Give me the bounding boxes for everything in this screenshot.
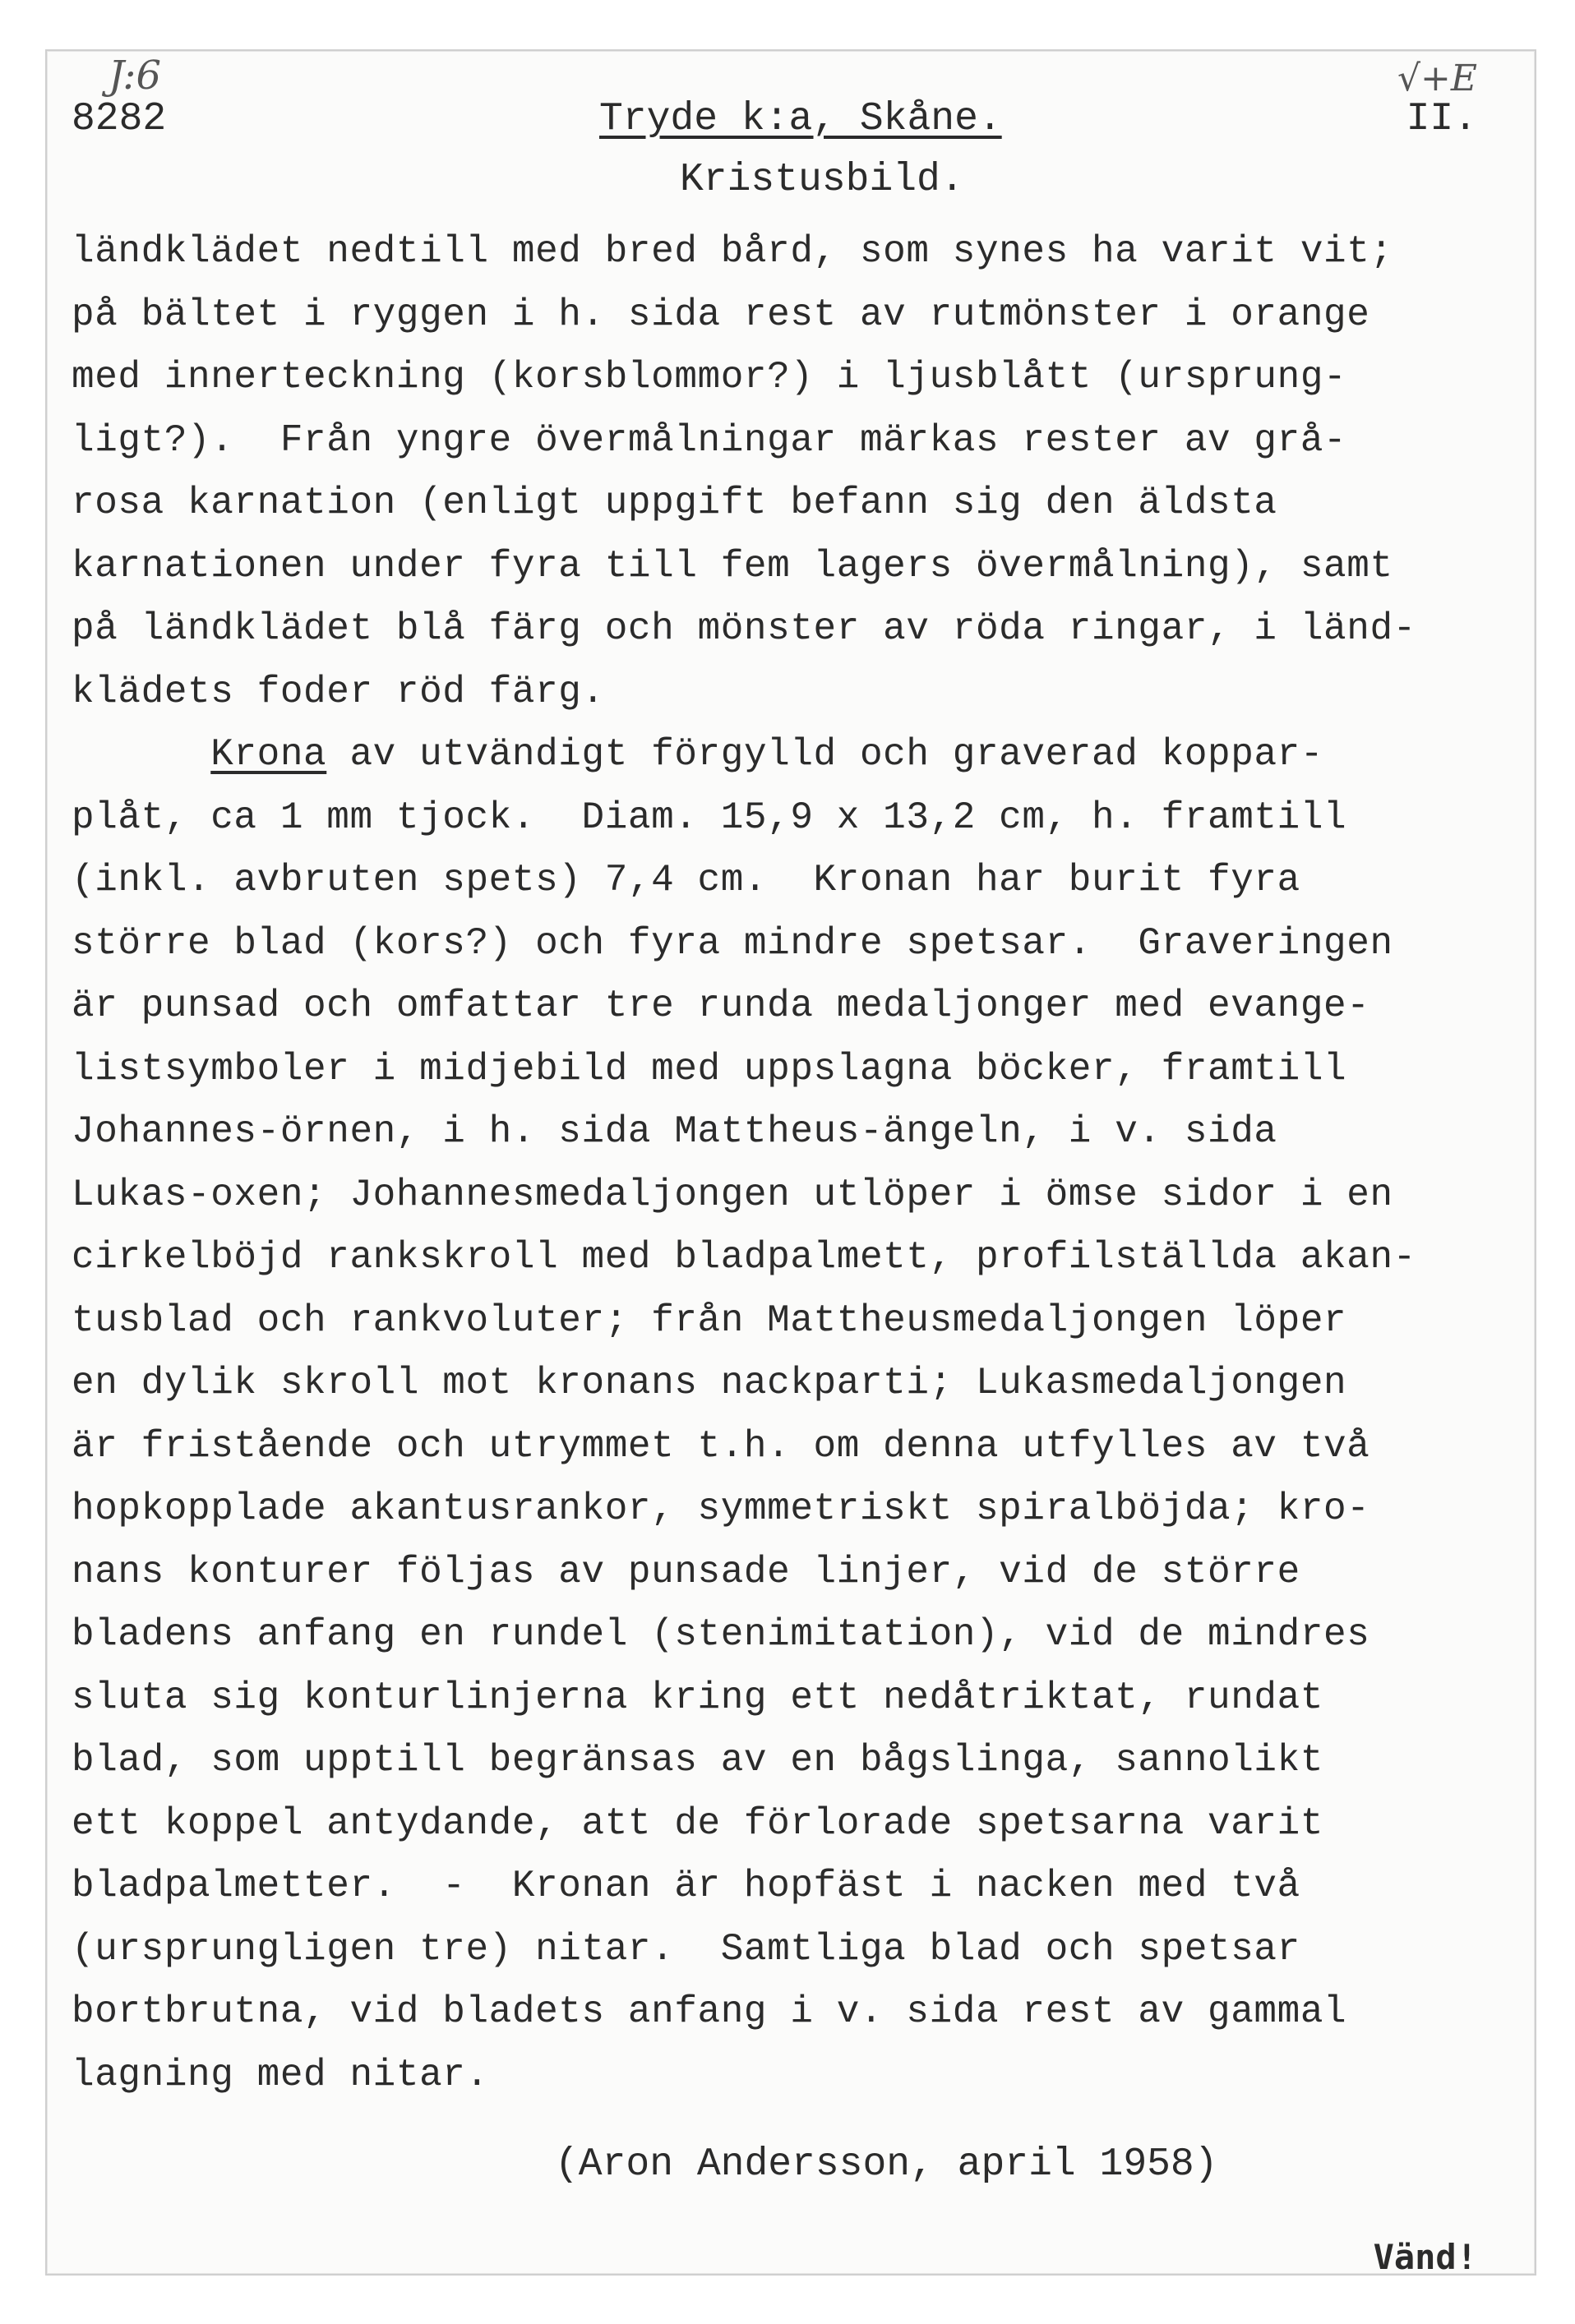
text-line: sluta sig konturlinjerna kring ett nedåtriktat, rundat (72, 1676, 1324, 1719)
text-line: karnationen under fyra till fem lagers övermålning), samt (72, 544, 1393, 588)
text-line: plåt, ca 1 mm tjock. Diam. 15,9 x 13,2 cm, h. framtill (72, 795, 1347, 839)
turn-over-note: Vänd! (1373, 2237, 1477, 2277)
text-line: är fristående och utrymmet t.h. om denna utfylles av två (72, 1424, 1370, 1468)
text-line: ett koppel antydande, att de förlorade spetsarna varit (72, 1801, 1324, 1845)
text-line: med innerteckning (korsblommor?) i ljusblått (ursprung- (72, 356, 1347, 399)
text-line: tusblad och rankvoluter; från Mattheusmedaljongen löper (72, 1298, 1347, 1342)
text-line: klädets foder röd färg. (72, 670, 605, 713)
text-line: listsymboler i midjebild med uppslagna böcker, framtill (72, 1047, 1347, 1091)
text-line: (inkl. avbruten spets) 7,4 cm. Kronan har burit fyra (72, 859, 1300, 901)
text-line: på ländklädet blå färg och mönster av röda ringar, i länd- (72, 607, 1416, 650)
text-line: Johannes-örnen, i h. sida Mattheus-ängeln, i v. sida (72, 1110, 1277, 1153)
text-line: bortbrutna, vid bladets anfang i v. sida rest av gammal (72, 1990, 1347, 2033)
text-line: nans konturer följas av punsade linjer, vid de större (72, 1550, 1300, 1593)
text-line: på bältet i ryggen i h. sida rest av rutmönster i orange (72, 293, 1370, 336)
subtitle: Kristusbild. (680, 158, 964, 202)
handwritten-note-top-right: √+E (1397, 58, 1477, 99)
text-line: är punsad och omfattar tre runda medaljonger med evange- (72, 984, 1370, 1027)
text-line: bladens anfang en rundel (stenimitation), vid de mindres (72, 1613, 1370, 1656)
catalog-number: 8282 (72, 97, 167, 141)
text-segment: av utvändigt förgylld och graverad koppar- (326, 733, 1324, 776)
text-line: ländklädet nedtill med bred bård, som synes ha varit vit; (72, 230, 1393, 273)
page-title: Tryde k:a, Skåne. (599, 97, 1002, 141)
text-line-krona (72, 723, 1527, 786)
part-number: II. (1406, 97, 1477, 141)
text-line: (ursprungligen tre) nitar. Samtliga blad och spetsar (72, 1927, 1300, 1971)
text-line: större blad (kors?) och fyra mindre spetsar. Graveringen (72, 921, 1393, 965)
text-line: rosa karnation (enligt uppgift befann sig den äldsta (72, 482, 1277, 524)
text-line: cirkelböjd rankskroll med bladpalmett, profilställda akan- (72, 1236, 1416, 1279)
text-line: hopkopplade akantusrankor, symmetriskt spiralböjda; kro- (72, 1487, 1370, 1530)
text-line: Lukas-oxen; Johannesmedaljongen utlöper i ömse sidor i en (72, 1173, 1393, 1216)
handwritten-note-top-left: J:6 (109, 53, 162, 99)
text-line: lagning med nitar. (72, 2053, 489, 2096)
author-signature: (Aron Andersson, april 1958) (555, 2142, 1218, 2187)
text-line: ligt?). Från yngre övermålningar märkas rester av grå- (72, 418, 1347, 462)
text-line: bladpalmetter. - Kronan är hopfäst i nacken med två (72, 1865, 1300, 1907)
text-line: en dylik skroll mot kronans nackparti; Lukasmedaljongen (72, 1362, 1347, 1404)
description-text (72, 220, 1527, 2106)
keyword-krona: Krona (210, 733, 327, 776)
text-line: blad, som upptill begränsas av en bågslinga, sannolikt (72, 1739, 1324, 1782)
catalog-card (45, 49, 1536, 2276)
indent (72, 733, 210, 776)
